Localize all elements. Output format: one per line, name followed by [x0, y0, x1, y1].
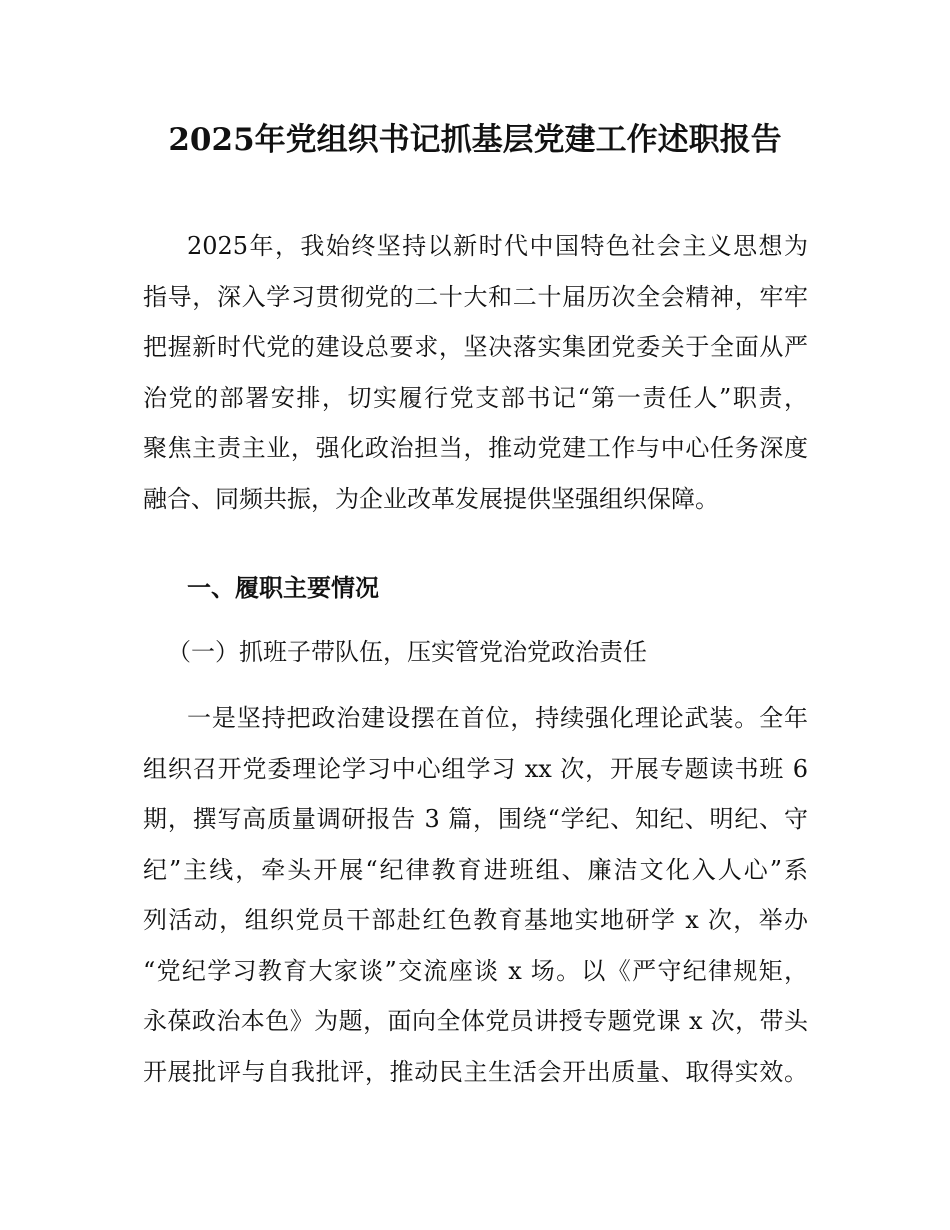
text-line: “党纪学习教育大家谈”交流座谈 x 场。以《严守纪律规矩， [143, 956, 808, 985]
text-line: 一是坚持把政治建设摆在首位，持续强化理论武装。全年 [187, 704, 808, 732]
text-line: 指导，深入学习贯彻党的二十大和二十届历次全会精神，牢牢 [143, 282, 808, 311]
intro-paragraph [143, 221, 808, 524]
text-line: 组织召开党委理论学习中心组学习 xx 次，开展专题读书班 6 [143, 754, 808, 783]
text-line: 列活动，组织党员干部赴红色教育基地实地研学 x 次，举办 [143, 906, 808, 934]
subsection-heading: （一）抓班子带队伍，压实管党治党政治责任 [167, 638, 647, 666]
text-line: 把握新时代党的建设总要求，坚决落实集团党委关于全面从严 [143, 333, 808, 361]
body-paragraph [143, 693, 808, 1097]
text-line: 期，撰写高质量调研报告 3 篇，围绕“学纪、知纪、明纪、守 [143, 805, 808, 833]
text-line: 永葆政治本色》为题，面向全体党员讲授专题党课 x 次，带头 [143, 1007, 808, 1035]
text-line: 纪”主线，牵头开展“纪律教育进班组、廉洁文化入人心”系 [143, 855, 808, 884]
section-heading: 一、履职主要情况 [187, 573, 379, 602]
text-line: 治党的部署安排，切实履行党支部书记“第一责任人”职责， [143, 383, 808, 412]
text-line: 2025年，我始终坚持以新时代中国特色社会主义思想为 [187, 232, 808, 260]
text-line: 融合、同频共振，为企业改革发展提供坚强组织保障。 [143, 484, 719, 513]
text-line: 开展批评与自我批评，推动民主生活会开出质量、取得实效。 [143, 1057, 808, 1086]
document-title: 2025年党组织书记抓基层党建工作述职报告 [168, 122, 782, 158]
text-line: 聚焦主责主业，强化政治担当，推动党建工作与中心任务深度 [143, 434, 808, 462]
